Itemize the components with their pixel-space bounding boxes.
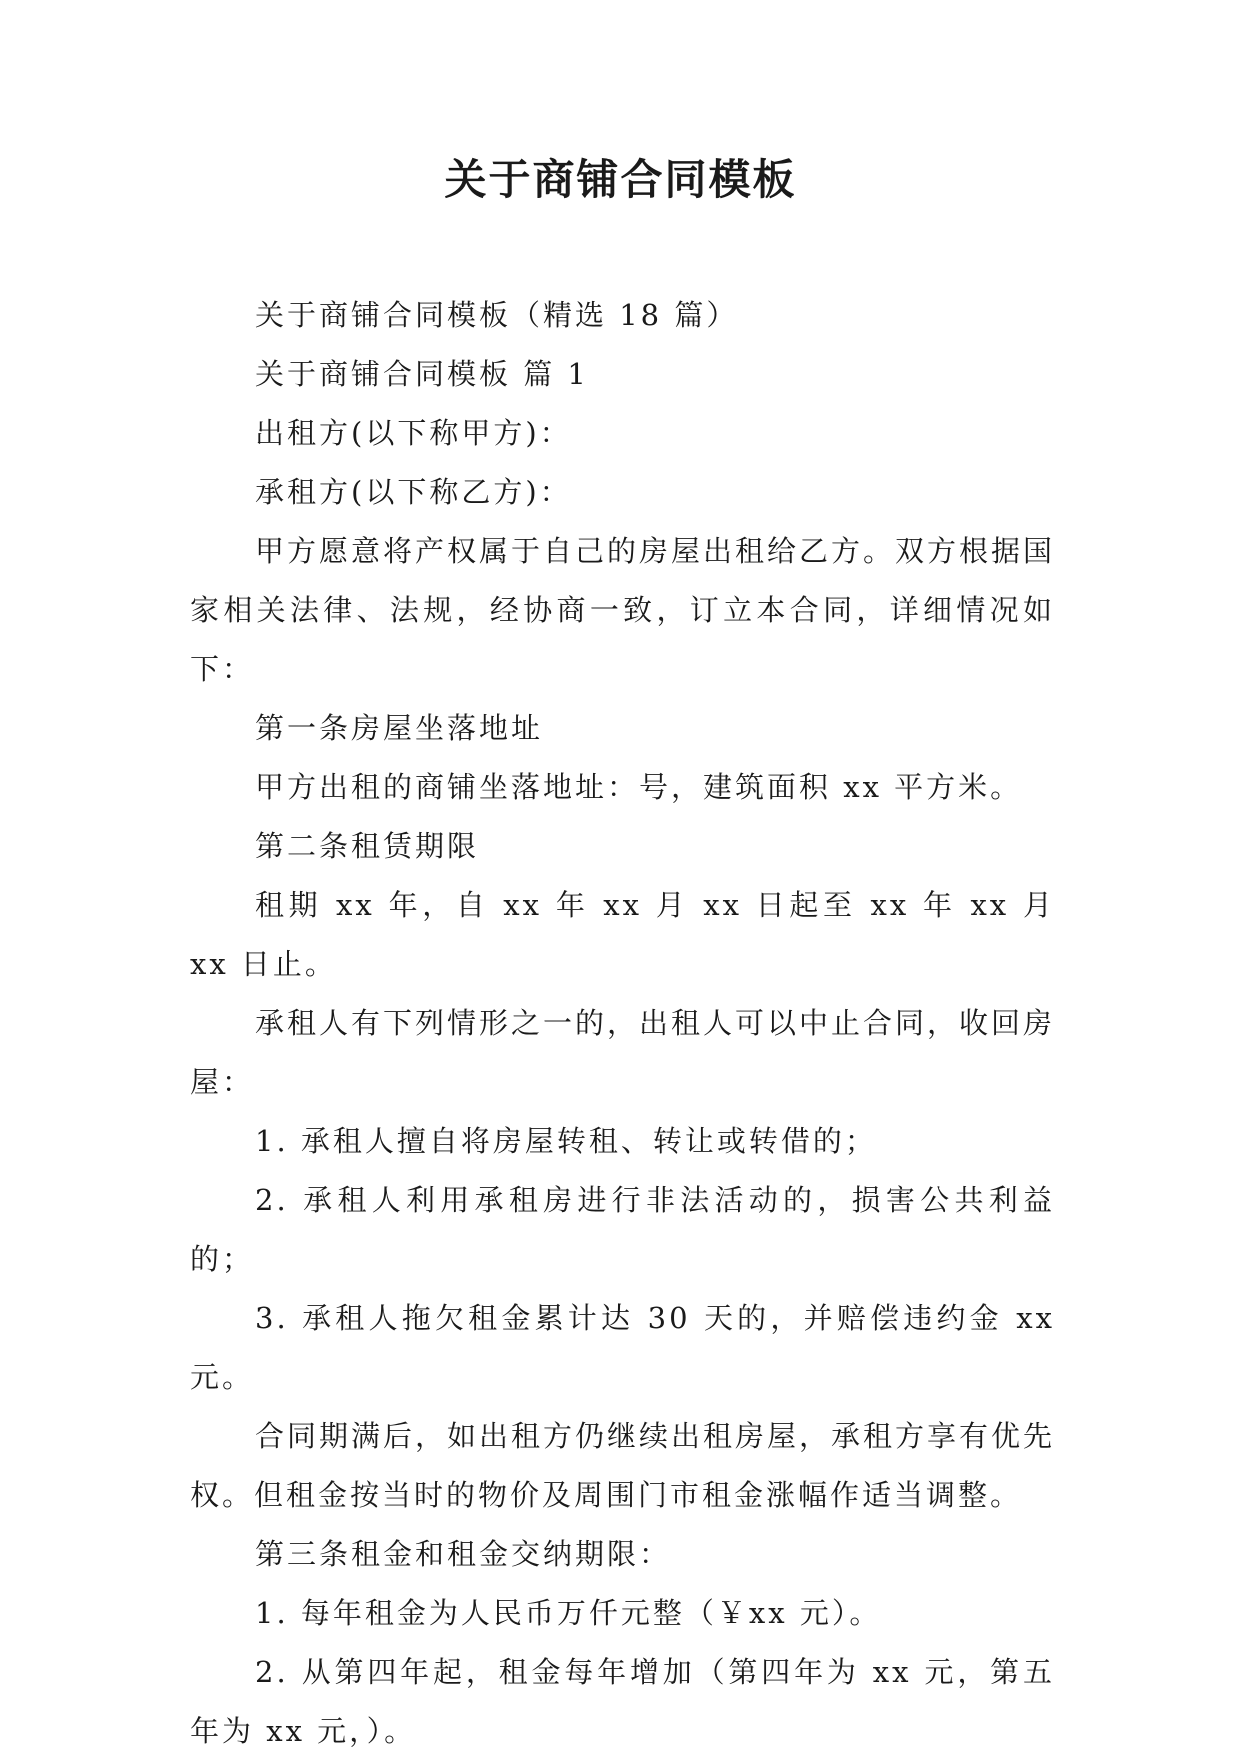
document-body: [190, 286, 1055, 1761]
paragraph-subtitle: 关于商铺合同模板（精选 18 篇）: [255, 298, 739, 332]
list-item-termination-3: 3. 承租人拖欠租金累计达 30 天的，并赔偿违约金 xx 元。: [190, 1301, 1055, 1394]
list-item-termination-1: 1. 承租人擅自将房屋转租、转让或转借的；: [255, 1124, 877, 1158]
paragraph-lease-term: 租期 xx 年，自 xx 年 xx 月 xx 日起至 xx 年 xx 月 xx 日止。: [190, 888, 1055, 981]
list-item-rent-2: 2. 从第四年起，租金每年增加（第四年为 xx 元，第五年为 xx 元，）。: [190, 1655, 1055, 1748]
paragraph-address: 甲方出租的商铺坐落地址：号，建筑面积 xx 平方米。: [255, 770, 1023, 804]
list-item-rent-1: 1. 每年租金为人民币万仟元整（￥xx 元）。: [255, 1596, 882, 1630]
paragraph-article-1-heading: 第一条房屋坐落地址: [255, 711, 544, 745]
paragraph-intro: 甲方愿意将产权属于自己的房屋出租给乙方。双方根据国家相关法律、法规，经协商一致，订立本合同，详细情况如下：: [190, 534, 1056, 686]
list-item-termination-2: 2. 承租人利用承租房进行非法活动的，损害公共利益的；: [190, 1183, 1055, 1276]
paragraph-termination: 承租人有下列情形之一的，出租人可以中止合同，收回房屋：: [190, 1006, 1056, 1099]
paragraph-article-3-heading: 第三条租金和租金交纳期限：: [255, 1537, 672, 1571]
paragraph-renewal: 合同期满后，如出租方仍继续出租房屋，承租方享有优先权。但租金按当时的物价及周围门市租金涨幅作适当调整。: [190, 1419, 1056, 1512]
paragraph-section-heading: 关于商铺合同模板 篇 1: [255, 357, 589, 391]
paragraph-article-2-heading: 第二条租赁期限: [255, 829, 480, 863]
paragraph-lessor: 出租方(以下称甲方)：: [255, 416, 572, 450]
document-title: 关于商铺合同模板: [444, 155, 797, 204]
paragraph-lessee: 承租方(以下称乙方)：: [255, 475, 572, 509]
